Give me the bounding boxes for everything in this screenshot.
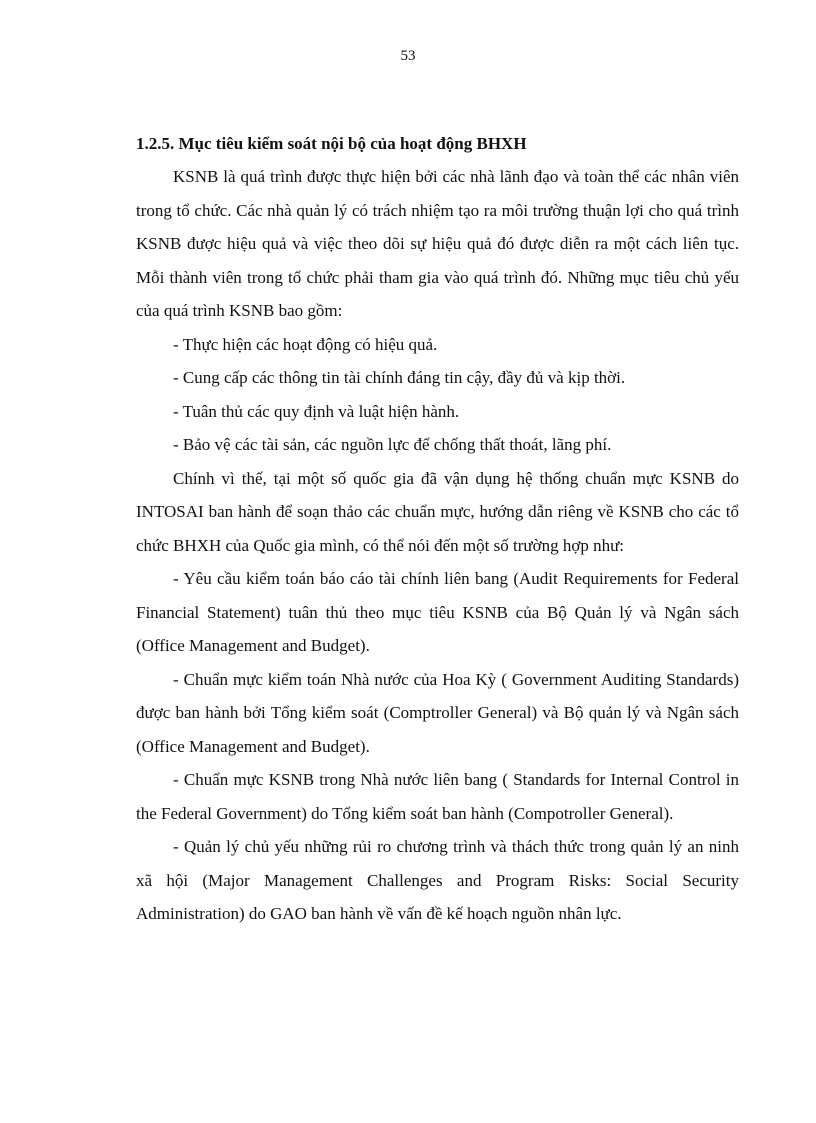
objective-item: - Cung cấp các thông tin tài chính đáng tin cậy, đầy đủ và kịp thời. [173,368,626,387]
case-paragraph: - Chuẩn mực KSNB trong Nhà nước liên bang ( Standards for Internal Control in the Federal Government) do Tổng kiểm soát ban hành (Compotroller General). [136,770,739,823]
section-heading: 1.2.5. Mục tiêu kiểm soát nội bộ của hoạt động BHXH [136,134,527,153]
page-number: 53 [400,48,416,64]
transition-paragraph: Chính vì thế, tại một số quốc gia đã vận dụng hệ thống chuẩn mực KSNB do INTOSAI ban hành để soạn thảo các chuẩn mực, hướng dẫn riêng về KSNB cho các tổ chức BHXH của Quốc gia mình, có thể nói đến một số trường hợp như: [136,468,739,555]
case-paragraph: - Yêu cầu kiểm toán báo cáo tài chính liên bang (Audit Requirements for Federal Financial Statement) tuân thủ theo mục tiêu KSNB của Bộ Quản lý và Ngân sách (Office Management and Budget). [136,569,739,655]
objective-item: - Tuân thủ các quy định và luật hiện hành. [173,401,460,421]
document-body [136,130,739,931]
objective-item: - Bảo vệ các tài sản, các nguồn lực để chống thất thoát, lãng phí. [173,435,612,454]
intro-paragraph: KSNB là quá trình được thực hiện bởi các nhà lãnh đạo và toàn thể các nhân viên trong tổ chức. Các nhà quản lý có trách nhiệm tạo ra môi trường thuận lợi cho quá trình KSNB được hiệu quả và việc theo dõi sự hiệu quả đó được diễn ra một cách liên tục. Mỗi thành viên trong tổ chức phải tham gia vào quá trình đó. Những mục tiêu chủ yếu của quá trình KSNB bao gồm: [136,167,739,320]
objective-item: - Thực hiện các hoạt động có hiệu quả. [173,334,438,354]
case-paragraph: - Chuẩn mực kiểm toán Nhà nước của Hoa Kỳ ( Government Auditing Standards) được ban hành bởi Tổng kiểm soát (Comptroller General) và Bộ quản lý và Ngân sách (Office Management and Budget). [136,669,739,756]
case-paragraph: - Quản lý chủ yếu những rủi ro chương trình và thách thức trong quản lý an ninh xã hội (Major Management Challenges and Program Risks: Social Security Administration) do GAO ban hành về vấn đề kế hoạch nguồn nhân lực. [136,837,739,923]
